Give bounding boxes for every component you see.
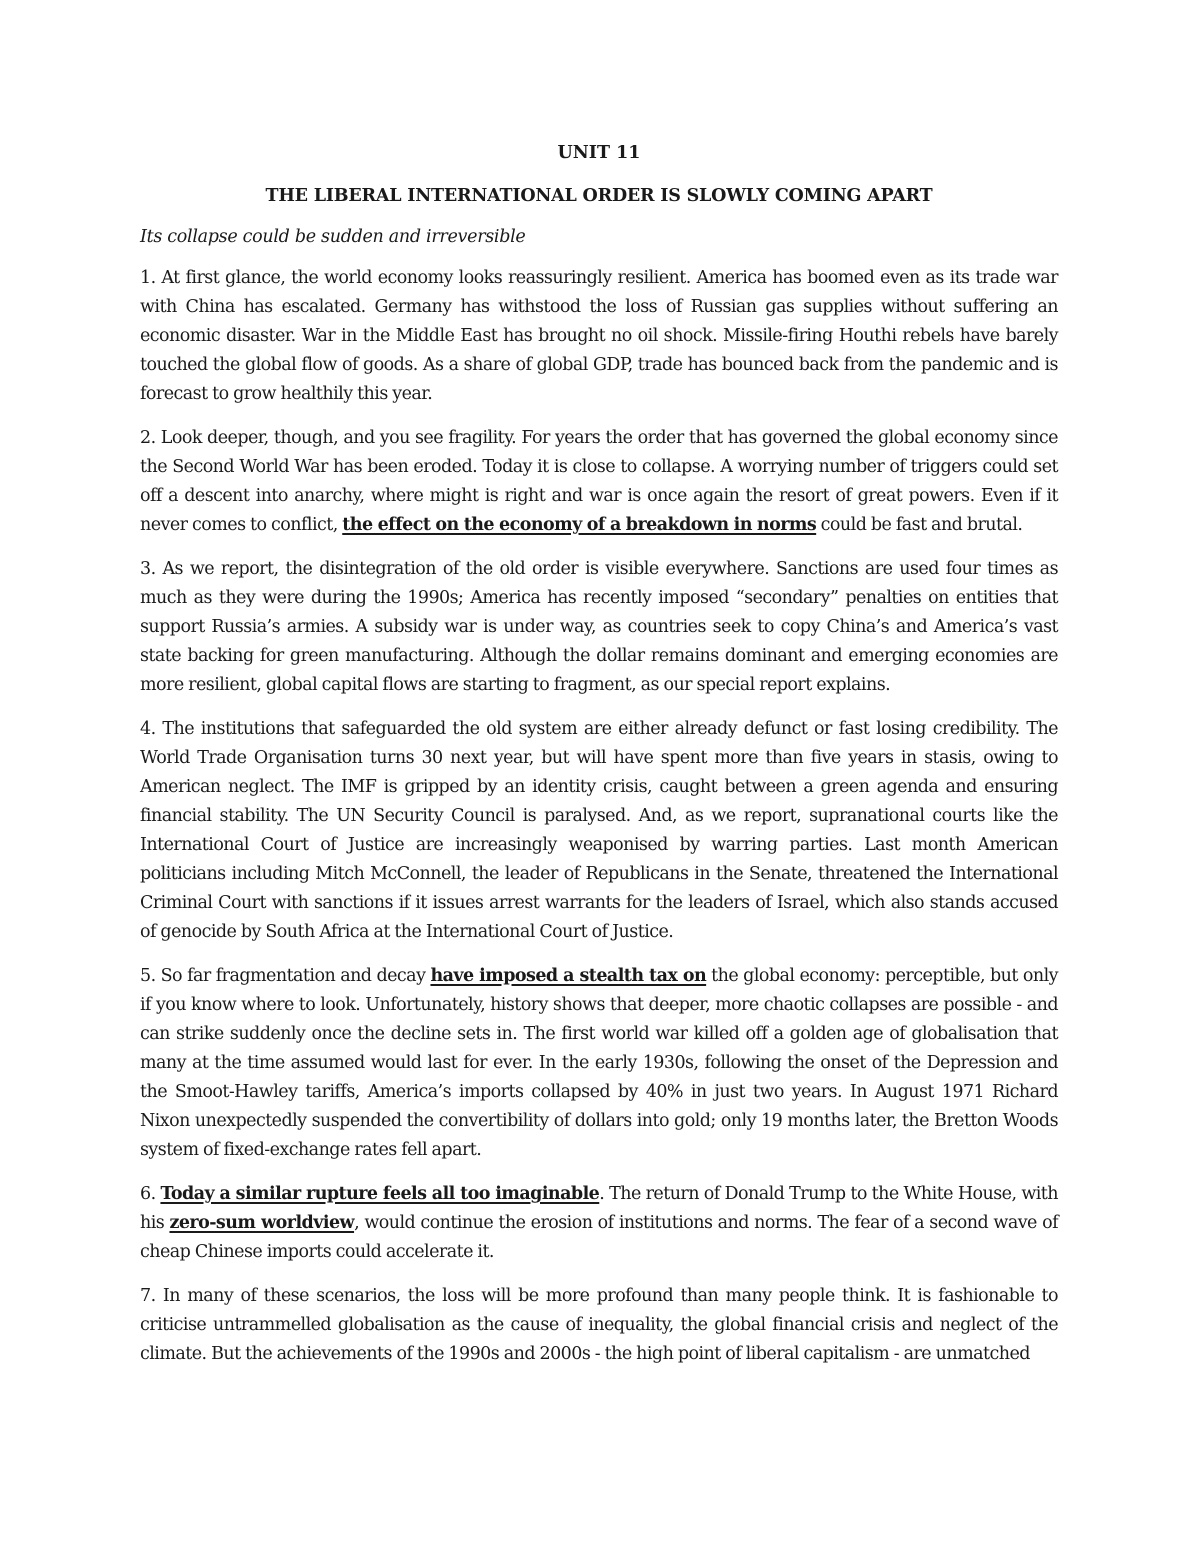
paragraph-2-text-b: could be fast and brutal.	[816, 515, 1023, 535]
highlighted-phrase: have imposed a stealth tax on	[430, 966, 707, 986]
highlighted-phrase: zero-sum worldview	[169, 1213, 355, 1233]
highlighted-phrase: the effect on the economy of a breakdown in norms	[342, 515, 817, 535]
paragraph-6-text-c: , would continue the erosion of institutions and norms. The fear of a second wave of cheap Chinese imports could accelerate it.	[140, 1213, 1058, 1262]
paragraph-2-text-a: 2. Look deeper, though, and you see fragility. For years the order that has governed the global economy since the Second World War has been eroded. Today it is close to collapse. A worrying number of triggers could set off a descent into anarchy, where might is right and war is once again the resort of great powers. Even if it never comes to conflict,	[140, 428, 1058, 535]
paragraph-1: 1. At first glance, the world economy looks reassuringly resilient. America has boomed even as its trade war with China has escalated. Germany has withstood the loss of Russian gas supplies without suffering an economic disaster. War in the Middle East has brought no oil shock. Missile-firing Houthi rebels have barely touched the global flow of goods. As a share of global GDP, trade has bounced back from the pandemic and is forecast to grow healthily this year.	[140, 268, 1058, 404]
paragraph-5-text-a: 5. So far fragmentation and decay	[140, 966, 431, 986]
paragraph-6	[140, 1180, 1058, 1267]
article-subtitle: Its collapse could be sudden and irreversible	[140, 227, 526, 247]
highlighted-phrase: Today a similar rupture feels all too imaginable	[160, 1184, 600, 1204]
paragraph-6-text-a: 6.	[140, 1184, 161, 1204]
paragraph-7: 7. In many of these scenarios, the loss will be more profound than many people think. It is fashionable to criticise untrammelled globalisation as the cause of inequality, the global financial crisis and neglect of the climate. But the achievements of the 1990s and 2000s - the high point of liberal capitalism - are unmatched	[140, 1286, 1058, 1364]
paragraph-6-text-b: . The return of Donald Trump to the White House, with his	[140, 1184, 1058, 1233]
paragraph-3: 3. As we report, the disintegration of the old order is visible everywhere. Sanctions are used four times as much as they were during the 1990s; America has recently imposed “secondary” penalties on entities that support Russia’s armies. A subsidy war is under way, as countries seek to copy China’s and America’s vast state backing for green manufacturing. Although the dollar remains dominant and emerging economies are more resilient, global capital flows are starting to fragment, as our special report explains.	[140, 559, 1058, 695]
paragraph-5-text-b: the global economy: perceptible, but only if you know where to look. Unfortunately, history shows that deeper, more chaotic collapses are possible - and can strike suddenly once the decline sets in. The first world war killed off a golden age of globalisation that many at the time assumed would last for ever. In the early 1930s, following the onset of the Depression and the Smoot-Hawley tariffs, America’s imports collapsed by 40% in just two years. In August 1971 Richard Nixon unexpectedly suspended the convertibility of dollars into gold; only 19 months later, the Bretton Woods system of fixed-exchange rates fell apart.	[140, 966, 1058, 1160]
article-title: THE LIBERAL INTERNATIONAL ORDER IS SLOWLY COMING APART	[265, 186, 933, 206]
paragraph-5	[140, 962, 1058, 1165]
unit-heading: UNIT 11	[557, 143, 641, 163]
paragraph-2	[140, 424, 1058, 540]
paragraph-4: 4. The institutions that safeguarded the old system are either already defunct or fast losing credibility. The World Trade Organisation turns 30 next year, but will have spent more than five years in stasis, owing to American neglect. The IMF is gripped by an identity crisis, caught between a green agenda and ensuring financial stability. The UN Security Council is paralysed. And, as we report, supranational courts like the International Court of Justice are increasingly weaponised by warring parties. Last month American politicians including Mitch McConnell, the leader of Republicans in the Senate, threatened the International Criminal Court with sanctions if it issues arrest warrants for the leaders of Israel, which also stands accused of genocide by South Africa at the International Court of Justice.	[140, 719, 1058, 942]
document-page	[140, 138, 1058, 1384]
